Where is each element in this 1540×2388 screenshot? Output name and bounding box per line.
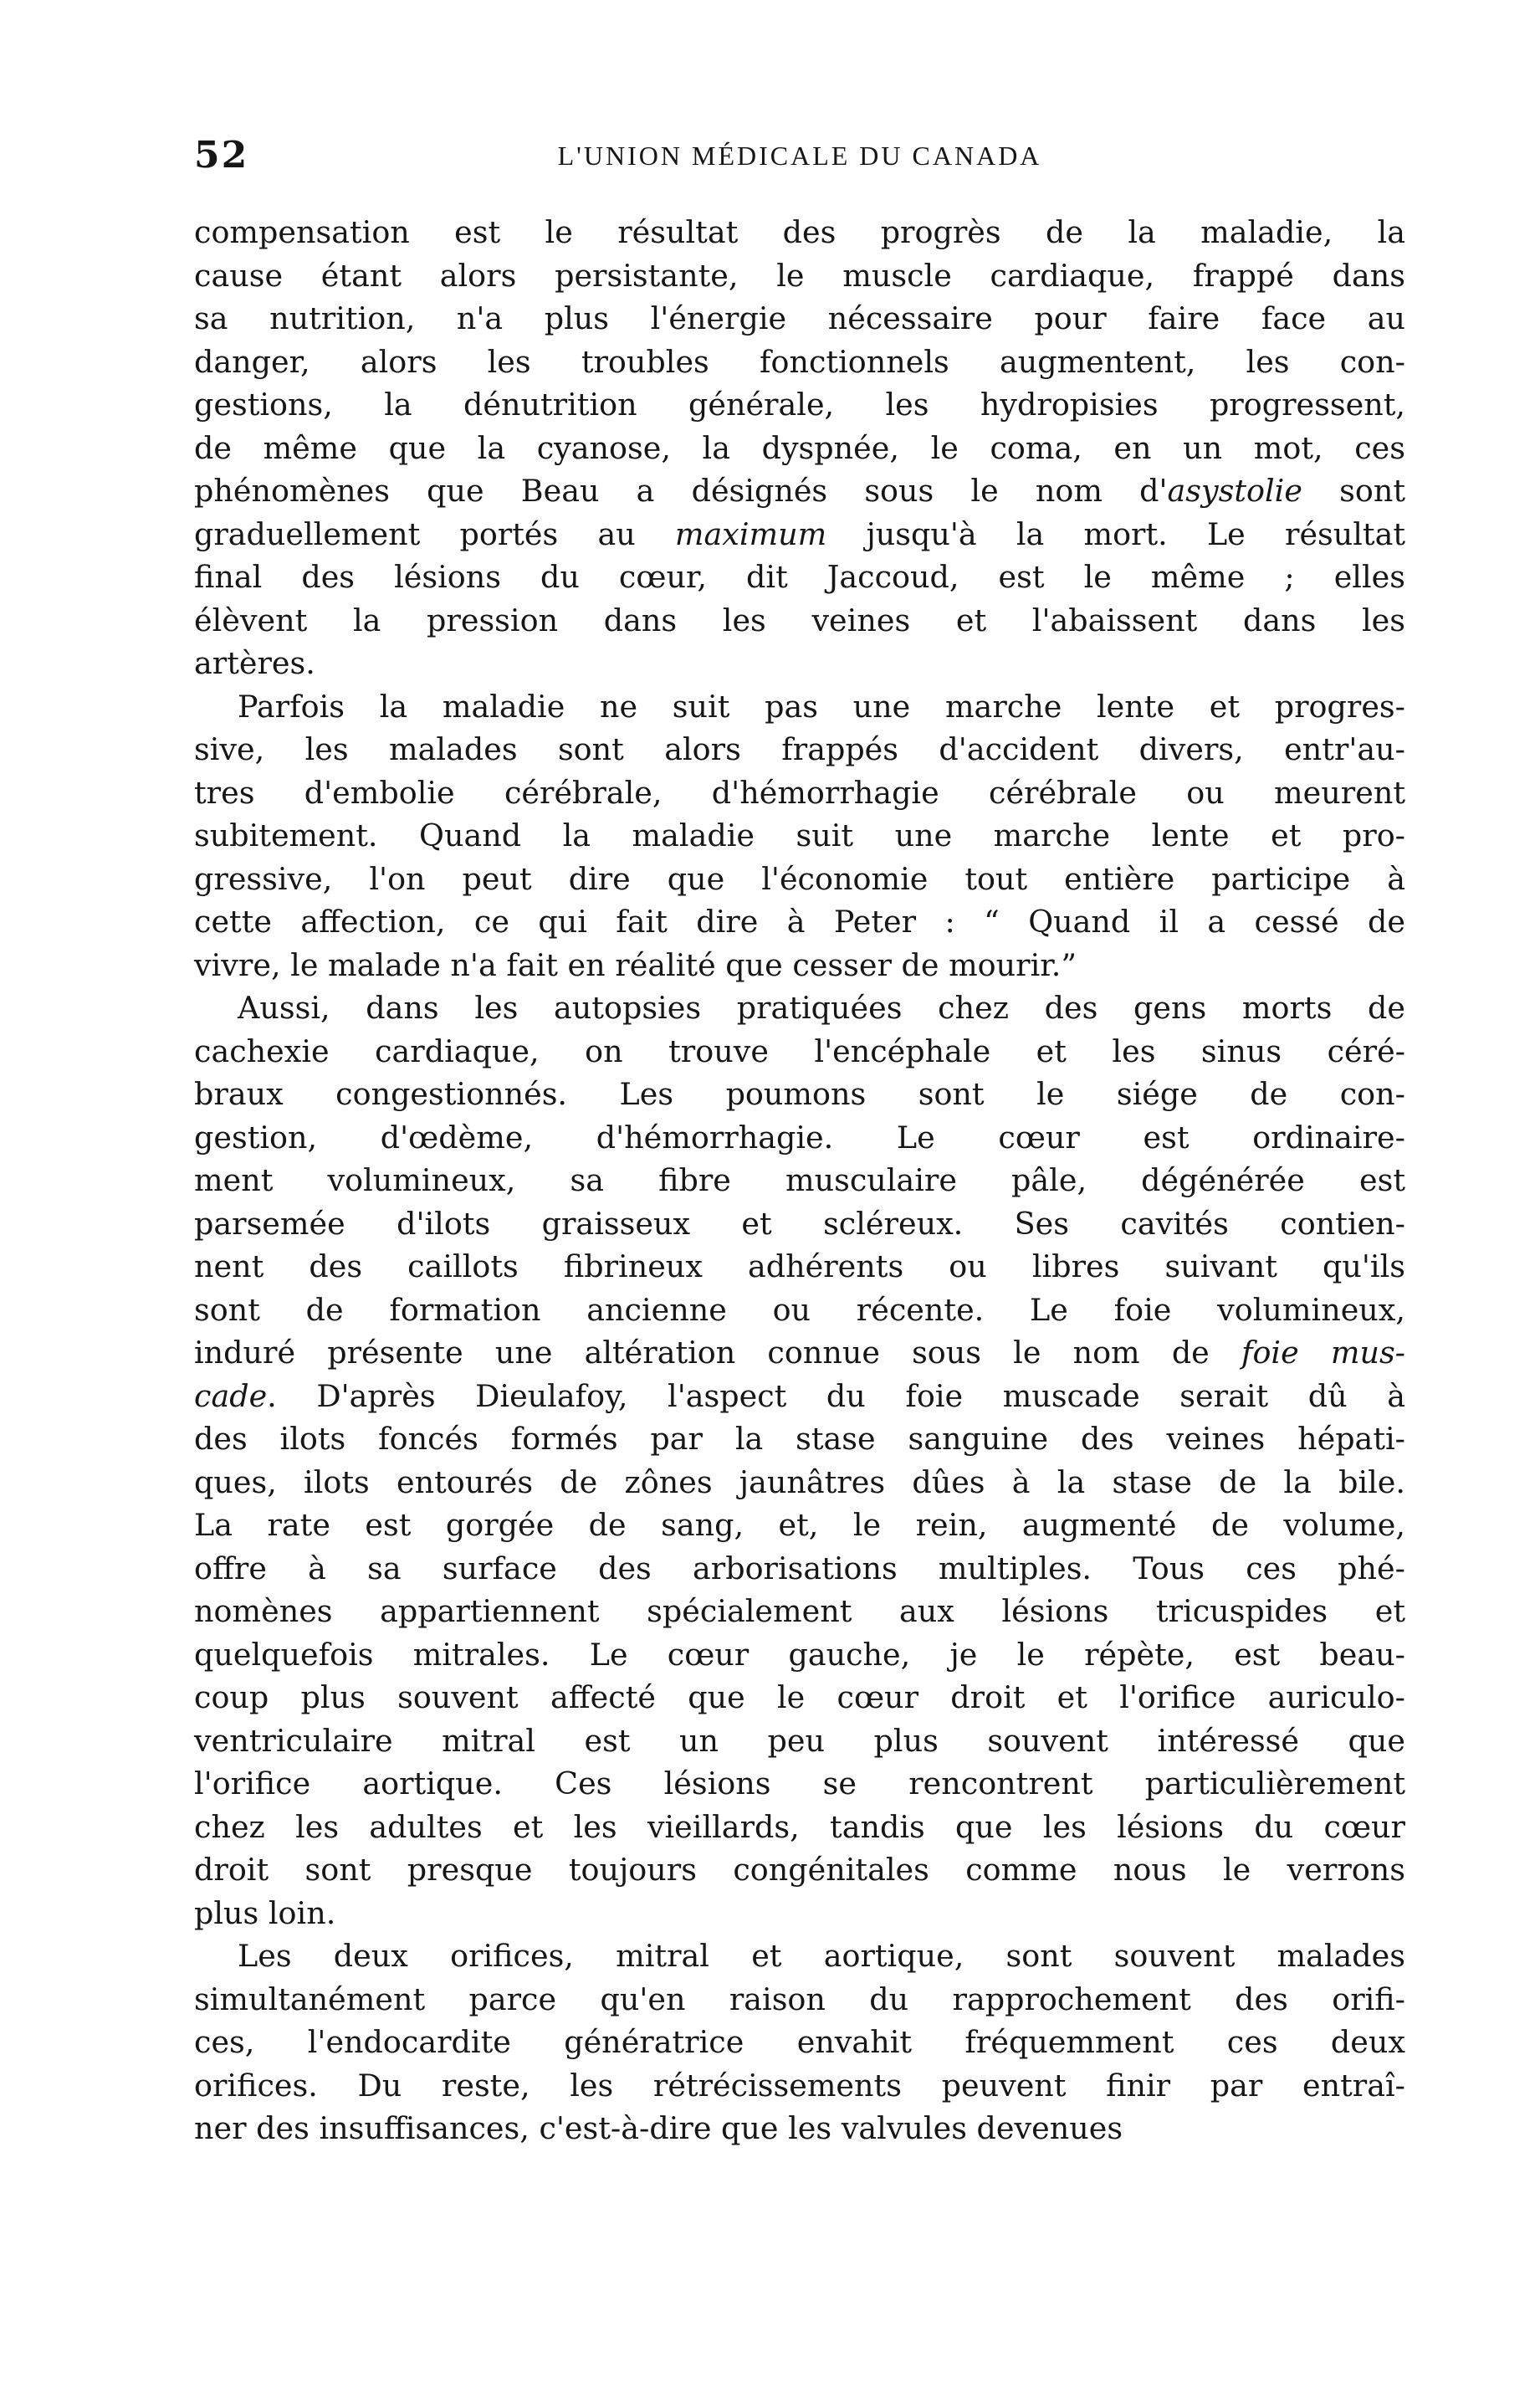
text-run: cette affection, ce qui fait dire à Peter : “ Quand il a cessé de: [194, 904, 1405, 940]
text-run: simultanément parce qu'en raison du rapprochement des orifi-: [194, 1981, 1405, 2017]
body-text: [194, 211, 1405, 2150]
text-line: [194, 2107, 1405, 2150]
text-line: [194, 1892, 1405, 1935]
text-run: ques, ilots entourés de zônes jaunâtres dûes à la stase de la bile.: [194, 1463, 1405, 1500]
text-run: ces, l'endocardite génératrice envahit fréquemment ces deux: [194, 2024, 1405, 2060]
text-run: nomènes appartiennent spécialement aux lésions tricuspides et: [194, 1593, 1405, 1629]
text-run: sa nutrition, n'a plus l'énergie nécessaire pour faire face au: [194, 300, 1405, 336]
text-line: [194, 728, 1405, 771]
text-run: plus loin.: [194, 1894, 336, 1931]
text-line: [194, 1504, 1405, 1547]
text-run: cachexie cardiaque, on trouve l'encéphale et les sinus céré-: [194, 1033, 1405, 1069]
text-line: [194, 1934, 1405, 1978]
text-run: danger, alors les troubles fonctionnels augmentent, les con-: [194, 343, 1405, 380]
text-line: [194, 642, 1405, 685]
text-run: orifices. Du reste, les rétrécissements peuvent finir par entraî-: [194, 2067, 1405, 2104]
italic-text: asystolie: [1167, 473, 1302, 509]
text-run: sive, les malades sont alors frappés d'accident divers, entr'au-: [194, 731, 1405, 767]
text-line: [194, 383, 1405, 427]
italic-text: maximum: [674, 515, 827, 552]
paragraph: [194, 1934, 1405, 2150]
text-run: gestion, d'œdème, d'hémorrhagie. Le cœur est ordinaire-: [194, 1119, 1405, 1156]
paragraph: [194, 685, 1405, 987]
text-line: [194, 1848, 1405, 1892]
text-line: [194, 1331, 1405, 1375]
text-line: [194, 556, 1405, 599]
text-line: [194, 986, 1405, 1030]
paragraph: [194, 986, 1405, 1934]
text-line: [194, 1417, 1405, 1461]
text-line: [194, 1030, 1405, 1074]
text-run: subitement. Quand la maladie suit une marche lente et pro-: [194, 817, 1405, 853]
text-line: [194, 599, 1405, 643]
text-run: parsemée d'ilots graisseux et scléreux. Ses cavités contien-: [194, 1205, 1405, 1242]
text-line: [194, 814, 1405, 858]
text-line: [194, 858, 1405, 901]
text-line: [194, 1159, 1405, 1202]
text-run: . D'après Dieulafoy, l'aspect du foie muscade serait dû à: [267, 1377, 1405, 1414]
text-run: quelquefois mitrales. Le cœur gauche, je le répète, est beau-: [194, 1636, 1405, 1673]
text-run: ner des insuffisances, c'est-à-dire que les valvules devenues: [194, 2110, 1123, 2146]
text-line: [194, 513, 1405, 556]
text-run: La rate est gorgée de sang, et, le rein, augmenté de volume,: [194, 1507, 1405, 1543]
text-line: [194, 1073, 1405, 1116]
text-run: gestions, la dénutrition générale, les hydropisies progressent,: [194, 387, 1405, 423]
text-run: phénomènes que Beau a désignés sous le nom d': [194, 473, 1168, 509]
text-line: [194, 297, 1405, 341]
paragraph: [194, 211, 1405, 685]
text-line: [194, 1375, 1405, 1418]
text-run: des ilots foncés formés par la stase sanguine des veines hépati-: [194, 1421, 1405, 1457]
text-line: [194, 1461, 1405, 1504]
text-run: cause étant alors persistante, le muscle cardiaque, frappé dans: [194, 257, 1405, 294]
text-run: sont: [1302, 473, 1405, 509]
text-line: [194, 254, 1405, 298]
page-header: [194, 134, 1405, 184]
text-line: [194, 1633, 1405, 1677]
text-run: tres d'embolie cérébrale, d'hémorrhagie cérébrale ou meurent: [194, 774, 1405, 811]
text-run: ventriculaire mitral est un peu plus souvent intéressé que: [194, 1722, 1405, 1759]
text-line: [194, 1806, 1405, 1849]
text-line: [194, 1719, 1405, 1763]
text-run: offre à sa surface des arborisations multiples. Tous ces phé-: [194, 1550, 1405, 1586]
text-line: [194, 685, 1405, 729]
text-line: [194, 427, 1405, 470]
text-line: [194, 771, 1405, 815]
italic-text: foie mus-: [1241, 1335, 1405, 1371]
text-line: [194, 1289, 1405, 1332]
text-run: Aussi, dans les autopsies pratiquées chez des gens morts de: [238, 990, 1405, 1026]
text-line: [194, 1245, 1405, 1289]
text-run: graduellement portés au: [194, 515, 675, 552]
text-run: compensation est le résultat des progrès de la maladie, la: [194, 214, 1405, 250]
text-run: coup plus souvent affecté que le cœur droit et l'orifice auriculo-: [194, 1679, 1405, 1715]
text-run: final des lésions du cœur, dit Jaccoud, est le même ; elles: [194, 559, 1405, 595]
text-line: [194, 1116, 1405, 1160]
italic-text: cade: [194, 1377, 268, 1414]
text-line: [194, 1978, 1405, 2022]
text-line: [194, 211, 1405, 254]
text-run: gressive, l'on peut dire que l'économie tout entière participe à: [194, 860, 1405, 897]
text-line: [194, 469, 1405, 513]
text-run: jusqu'à la mort. Le résultat: [826, 515, 1405, 552]
text-line: [194, 944, 1405, 987]
text-run: ment volumineux, sa fibre musculaire pâle, dégénérée est: [194, 1162, 1405, 1198]
running-head: L'UNION MÉDICALE DU CANADA: [557, 141, 1042, 171]
text-line: [194, 1590, 1405, 1633]
text-run: nent des caillots fibrineux adhérents ou libres suivant qu'ils: [194, 1248, 1405, 1284]
text-run: vivre, le malade n'a fait en réalité que cesser de mourir.”: [194, 946, 1077, 983]
text-run: l'orifice aortique. Ces lésions se rencontrent particulièrement: [194, 1765, 1405, 1801]
text-run: droit sont presque toujours congénitales comme nous le verrons: [194, 1852, 1405, 1888]
text-line: [194, 900, 1405, 944]
text-run: Parfois la maladie ne suit pas une marche lente et progres-: [238, 688, 1405, 725]
page-number: 52: [194, 134, 249, 177]
text-line: [194, 1676, 1405, 1719]
text-run: chez les adultes et les vieillards, tandis que les lésions du cœur: [194, 1808, 1405, 1845]
text-line: [194, 341, 1405, 384]
text-run: sont de formation ancienne ou récente. Le foie volumineux,: [194, 1291, 1405, 1328]
text-run: de même que la cyanose, la dyspnée, le coma, en un mot, ces: [194, 429, 1405, 466]
text-run: braux congestionnés. Les poumons sont le siége de con-: [194, 1076, 1405, 1112]
text-run: artères.: [194, 645, 315, 681]
text-line: [194, 1547, 1405, 1591]
text-run: élèvent la pression dans les veines et l'abaissent dans les: [194, 602, 1405, 638]
text-line: [194, 1202, 1405, 1246]
text-line: [194, 1762, 1405, 1806]
text-run: Les deux orifices, mitral et aortique, sont souvent malades: [238, 1938, 1405, 1974]
text-line: [194, 2064, 1405, 2108]
text-run: induré présente une altération connue sous le nom de: [194, 1335, 1241, 1371]
text-line: [194, 2021, 1405, 2064]
